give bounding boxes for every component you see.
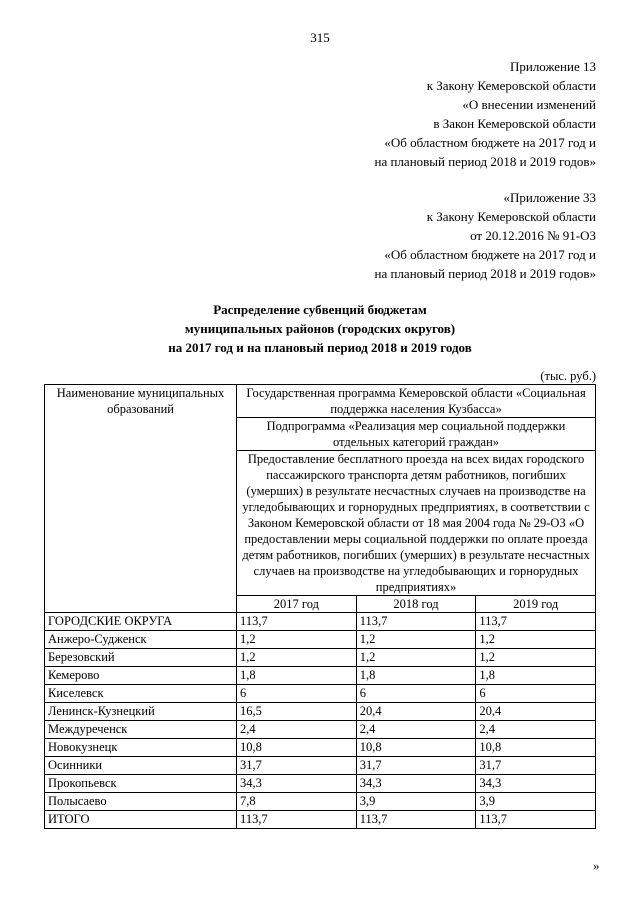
row-value-2017: 1,8 [237,667,357,685]
row-name: ИТОГО [45,811,237,829]
program-header: Государственная программа Кемеровской области «Социальная поддержка населения Кузбасса» [237,385,596,418]
row-value-2017: 1,2 [237,631,357,649]
title-line: Распределение субвенций бюджетам [213,302,427,317]
name-column-header: Наименование муниципальных образований [45,385,237,613]
closing-quote: » [593,858,600,873]
row-value-2019: 20,4 [476,703,596,721]
row-value-2019: 1,2 [476,649,596,667]
year-header-2017: 2017 год [237,596,357,613]
page-number: 315 [310,30,330,45]
row-value-2018: 10,8 [356,739,476,757]
row-value-2019: 31,7 [476,757,596,775]
row-value-2019: 1,8 [476,667,596,685]
table-row [45,775,596,793]
appendix-line: в Закон Кемеровской области [433,116,596,131]
row-value-2017: 1,2 [237,649,357,667]
row-value-2017: 16,5 [237,703,357,721]
row-value-2017: 10,8 [237,739,357,757]
row-name: Кемерово [45,667,237,685]
appendix-line: на плановый период 2018 и 2019 годов» [374,154,596,169]
table-row [45,811,596,829]
table-row [45,793,596,811]
measure-header: Предоставление бесплатного проезда на всех видах городского пассажирского транспорта детям работников, погибших (умерших) в результате несчастных случаев на производстве на угледобывающих и горнорудных предприятиях, в соответствии с Законом Кемеровской области от 18 мая 2004 года № 29-ОЗ «О предоставлении меры социальной поддержки по оплате проезда детям работников, погибших (умерших) в результате несчастных случаев на производстве на угледобывающих и горнорудных предприятиях» [237,451,596,596]
row-value-2019: 34,3 [476,775,596,793]
title-line: на 2017 год и на плановый период 2018 и 2019 годов [168,340,472,355]
row-name: Осинники [45,757,237,775]
row-value-2018: 113,7 [356,613,476,631]
subvention-table [44,384,596,829]
year-header-2019: 2019 год [476,596,596,613]
row-value-2018: 113,7 [356,811,476,829]
row-value-2019: 3,9 [476,793,596,811]
row-value-2018: 6 [356,685,476,703]
appendix-line: «Об областном бюджете на 2017 год и [384,247,596,262]
row-name: Новокузнецк [45,739,237,757]
table-row [45,667,596,685]
row-value-2018: 34,3 [356,775,476,793]
row-value-2019: 2,4 [476,721,596,739]
row-value-2018: 31,7 [356,757,476,775]
table-row [45,757,596,775]
row-name: Березовский [45,649,237,667]
row-value-2017: 34,3 [237,775,357,793]
document-title [0,300,640,357]
row-name: Киселевск [45,685,237,703]
row-name: Анжеро-Судженск [45,631,237,649]
year-header-2018: 2018 год [356,596,476,613]
row-value-2017: 113,7 [237,811,357,829]
table-row [45,685,596,703]
row-name: Ленинск-Кузнецкий [45,703,237,721]
table-row [45,631,596,649]
appendix-line: к Закону Кемеровской области [426,209,596,224]
appendix-line: к Закону Кемеровской области [426,78,596,93]
units-label: (тыс. руб.) [540,369,596,383]
row-value-2017: 6 [237,685,357,703]
row-value-2018: 1,2 [356,631,476,649]
row-name: Междуреченск [45,721,237,739]
appendix-13-header [375,57,597,171]
row-value-2019: 1,2 [476,631,596,649]
row-value-2019: 10,8 [476,739,596,757]
appendix-line: от 20.12.2016 № 91-ОЗ [470,228,596,243]
appendix-33-header [375,188,597,283]
appendix-line: «Приложение 33 [503,190,596,205]
table-row [45,721,596,739]
row-value-2018: 3,9 [356,793,476,811]
row-value-2019: 113,7 [476,811,596,829]
row-value-2017: 31,7 [237,757,357,775]
row-value-2018: 2,4 [356,721,476,739]
table-row [45,649,596,667]
table-row [45,739,596,757]
row-name: Полысаево [45,793,237,811]
title-line: муниципальных районов (городских округов) [184,321,456,336]
appendix-line: на плановый период 2018 и 2019 годов» [374,266,596,281]
appendix-line: Приложение 13 [509,59,596,74]
subprogram-header: Подпрограмма «Реализация мер социальной поддержки отдельных категорий граждан» [237,418,596,451]
appendix-line: «Об областном бюджете на 2017 год и [384,135,596,150]
row-value-2017: 113,7 [237,613,357,631]
row-name: ГОРОДСКИЕ ОКРУГА [45,613,237,631]
row-name: Прокопьевск [45,775,237,793]
row-value-2018: 1,8 [356,667,476,685]
row-value-2019: 113,7 [476,613,596,631]
table-row [45,613,596,631]
appendix-line: «О внесении изменений [462,97,596,112]
row-value-2017: 2,4 [237,721,357,739]
row-value-2017: 7,8 [237,793,357,811]
table-row [45,703,596,721]
row-value-2018: 1,2 [356,649,476,667]
row-value-2018: 20,4 [356,703,476,721]
row-value-2019: 6 [476,685,596,703]
